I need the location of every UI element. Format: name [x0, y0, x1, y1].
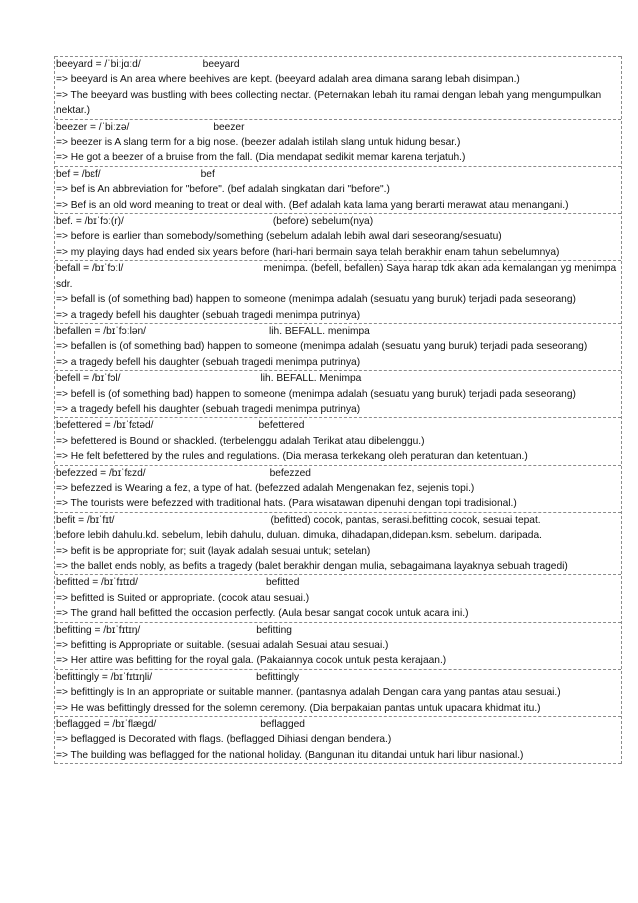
- definition-line: => Her attire was befitting for the royal gala. (Pakaiannya cocok untuk pesta kerajaan.): [56, 655, 447, 667]
- dictionary-entry: [55, 716, 621, 764]
- definition-line: => a tragedy befell his daughter (sebuah tragedi menimpa putrinya): [56, 403, 361, 415]
- definition-line: => befettered is Bound or shackled. (terbelenggu adalah Terikat atau dibelenggu.): [56, 435, 425, 447]
- dictionary-entry: [55, 260, 621, 323]
- headword-pronunciation: beezer = /ˈbiːzə/: [56, 121, 130, 133]
- definition-line: => Bef is an old word meaning to treat or deal with. (Bef adalah kata lama yang berarti merawat atau menangani.): [56, 199, 569, 211]
- definition-line: => bef is An abbreviation for "before". (bef adalah singkatan dari "before".): [56, 184, 390, 196]
- dictionary-entry: [55, 56, 621, 119]
- definition-line: => a tragedy befell his daughter (sebuah tragedi menimpa putrinya): [56, 309, 361, 321]
- entry-gloss: menimpa. (befell, befallen) Saya harap tdk akan ada kemalangan yg menimpa sdr.: [56, 263, 617, 290]
- definition-line: => He got a beezer of a bruise from the fall. (Dia mendapat sedikit memar karena terjatuh.): [56, 152, 466, 164]
- dictionary-entry: [55, 512, 621, 575]
- entry-gloss: beezer: [213, 121, 245, 133]
- entry-gloss: befittingly: [256, 671, 300, 683]
- entry-headline: [55, 371, 621, 386]
- definition-line: => befittingly is In an appropriate or suitable manner. (pantasnya adalah Dengan cara yang pantas atau sesuai.): [56, 687, 561, 699]
- headword-pronunciation: bef = /bɛf/: [56, 168, 101, 180]
- definition-line: => The tourists were befezzed with traditional hats. (Para wisatawan dipenuhi dengan topi tradisional.): [56, 498, 517, 510]
- definition-line: => befallen is (of something bad) happen to someone (menimpa adalah (sesuatu yang buruk) terjadi pada seseorang): [56, 341, 588, 353]
- entry-headline: [55, 466, 621, 481]
- dictionary-entry: [55, 669, 621, 716]
- entry-gloss: beeyard: [202, 59, 240, 70]
- entry-gloss: bef: [200, 168, 215, 180]
- headword-pronunciation: befezzed = /bɪˈfɛzd/: [56, 467, 146, 479]
- entry-headline: [55, 418, 621, 433]
- headword-pronunciation: befitting = /bɪˈfɪtɪŋ/: [56, 624, 141, 636]
- definition-line: => befitted is Suited or appropriate. (cocok atau sesuai.): [56, 592, 310, 604]
- definition-line: => befezzed is Wearing a fez, a type of hat. (befezzed adalah Mengenakan fez, sejenis topi.): [56, 482, 475, 494]
- definition-line: => befall is (of something bad) happen to someone (menimpa adalah (sesuatu yang buruk) terjadi pada seseorang): [56, 294, 576, 306]
- entry-gloss: lih. BEFALL. Menimpa: [260, 373, 362, 385]
- entry-headline: [55, 670, 621, 685]
- headword-pronunciation: befall = /bɪˈfɔːl/: [56, 263, 124, 275]
- dictionary-entry: [55, 465, 621, 512]
- definition-line: => my playing days had ended six years before (hari-hari bermain saya telah berakhir enam tahun sebelumnya): [56, 246, 560, 258]
- entry-headline: [55, 57, 621, 72]
- entry-headline: [55, 261, 621, 292]
- definition-line: => the ballet ends nobly, as befits a tragedy (balet berakhir dengan mulia, sebagaimana layaknya sebuah tragedi): [56, 561, 568, 572]
- entry-headline: [55, 324, 621, 339]
- entry-headline: [55, 717, 621, 732]
- headword-pronunciation: befit = /bɪˈfɪt/: [56, 514, 115, 526]
- entry-gloss: befettered: [258, 420, 305, 432]
- entry-gloss: beflagged: [260, 719, 305, 731]
- dictionary-entry: [55, 119, 621, 166]
- entry-gloss: befitting: [256, 624, 292, 636]
- definition-line: => beezer is A slang term for a big nose. (beezer adalah istilah slang untuk hidung besar.): [56, 137, 461, 149]
- definition-line: => befitting is Appropriate or suitable. (sesuai adalah Sesuai atau sesuai.): [56, 640, 389, 652]
- headword-pronunciation: befettered = /bɪˈfɛtəd/: [56, 420, 154, 432]
- entry-gloss: befitted: [265, 577, 300, 589]
- definition-line: => befell is (of something bad) happen to someone (menimpa adalah (sesuatu yang buruk) terjadi pada seseorang): [56, 388, 576, 400]
- entry-headline: [55, 167, 621, 182]
- definition-line: => The building was beflagged for the national holiday. (Bangunan itu ditandai untuk hari libur nasional.): [56, 749, 524, 761]
- definition-line: => a tragedy befell his daughter (sebuah tragedi menimpa putrinya): [56, 356, 361, 368]
- entry-gloss: (befitted) cocok, pantas, serasi.befitting cocok, sesuai tepat.: [270, 514, 541, 526]
- entry-gloss: befezzed: [269, 467, 311, 479]
- headword-pronunciation: befittingly = /bɪˈfɪtɪŋli/: [56, 671, 153, 683]
- headword-pronunciation: befitted = /bɪˈfɪtɪd/: [56, 577, 138, 589]
- dictionary-entry: [55, 574, 621, 621]
- dictionary-entry: [55, 323, 621, 370]
- definition-line: => The grand hall befitted the occasion perfectly. (Aula besar sangat cocok untuk acara ini.): [56, 608, 469, 620]
- definition-line: => The beeyard was bustling with bees collecting nectar. (Peternakan lebah itu ramai dengan lebah yang mengumpulkan nektar.): [56, 89, 602, 117]
- headword-pronunciation: beeyard = /ˈbiːjɑːd/: [56, 59, 141, 70]
- definition-line: => He felt befettered by the rules and regulations. (Dia merasa terkekang oleh peraturan dan ketentuan.): [56, 451, 528, 463]
- entry-gloss: (before) sebelum(nya): [272, 216, 374, 228]
- definition-line: => beflagged is Decorated with flags. (beflagged Dihiasi dengan bendera.): [56, 734, 392, 746]
- headword-pronunciation: befell = /bɪˈfɔl/: [56, 373, 121, 385]
- entry-headline: [55, 623, 621, 638]
- headword-pronunciation: befallen = /bɪˈfɔːlən/: [56, 325, 146, 337]
- dictionary-entry: [55, 166, 621, 213]
- entry-headline: [55, 575, 621, 590]
- definition-line: => before is earlier than somebody/something (sebelum adalah lebih awal dari seseorang/sesuatu): [56, 231, 502, 243]
- dictionary-entry: [55, 622, 621, 669]
- dictionary-entry: [55, 370, 621, 417]
- definition-line: => beeyard is An area where beehives are kept. (beeyard adalah area dimana sarang lebah disimpan.): [56, 74, 520, 86]
- definition-line: before lebih dahulu.kd. sebelum, lebih dahulu, duluan. dimuka, dihadapan,didepan.ksm. sebelum. daripada.: [56, 530, 542, 542]
- entry-headline: [55, 120, 621, 135]
- definition-line: => befit is be appropriate for; suit (layak adalah sesuai untuk; setelan): [56, 545, 371, 557]
- entry-headline: [55, 214, 621, 229]
- headword-pronunciation: bef. = /bɪˈfɔː(r)/: [56, 216, 124, 228]
- headword-pronunciation: beflagged = /bɪˈflægd/: [56, 719, 157, 731]
- entry-gloss: lih. BEFALL. menimpa: [269, 325, 370, 337]
- definition-line: => He was befittingly dressed for the solemn ceremony. (Dia berpakaian pantas untuk upacara khidmat itu.): [56, 702, 541, 714]
- dictionary-table: [54, 56, 622, 764]
- dictionary-entry: [55, 417, 621, 464]
- dictionary-entry: [55, 213, 621, 260]
- entry-headline: [55, 513, 621, 528]
